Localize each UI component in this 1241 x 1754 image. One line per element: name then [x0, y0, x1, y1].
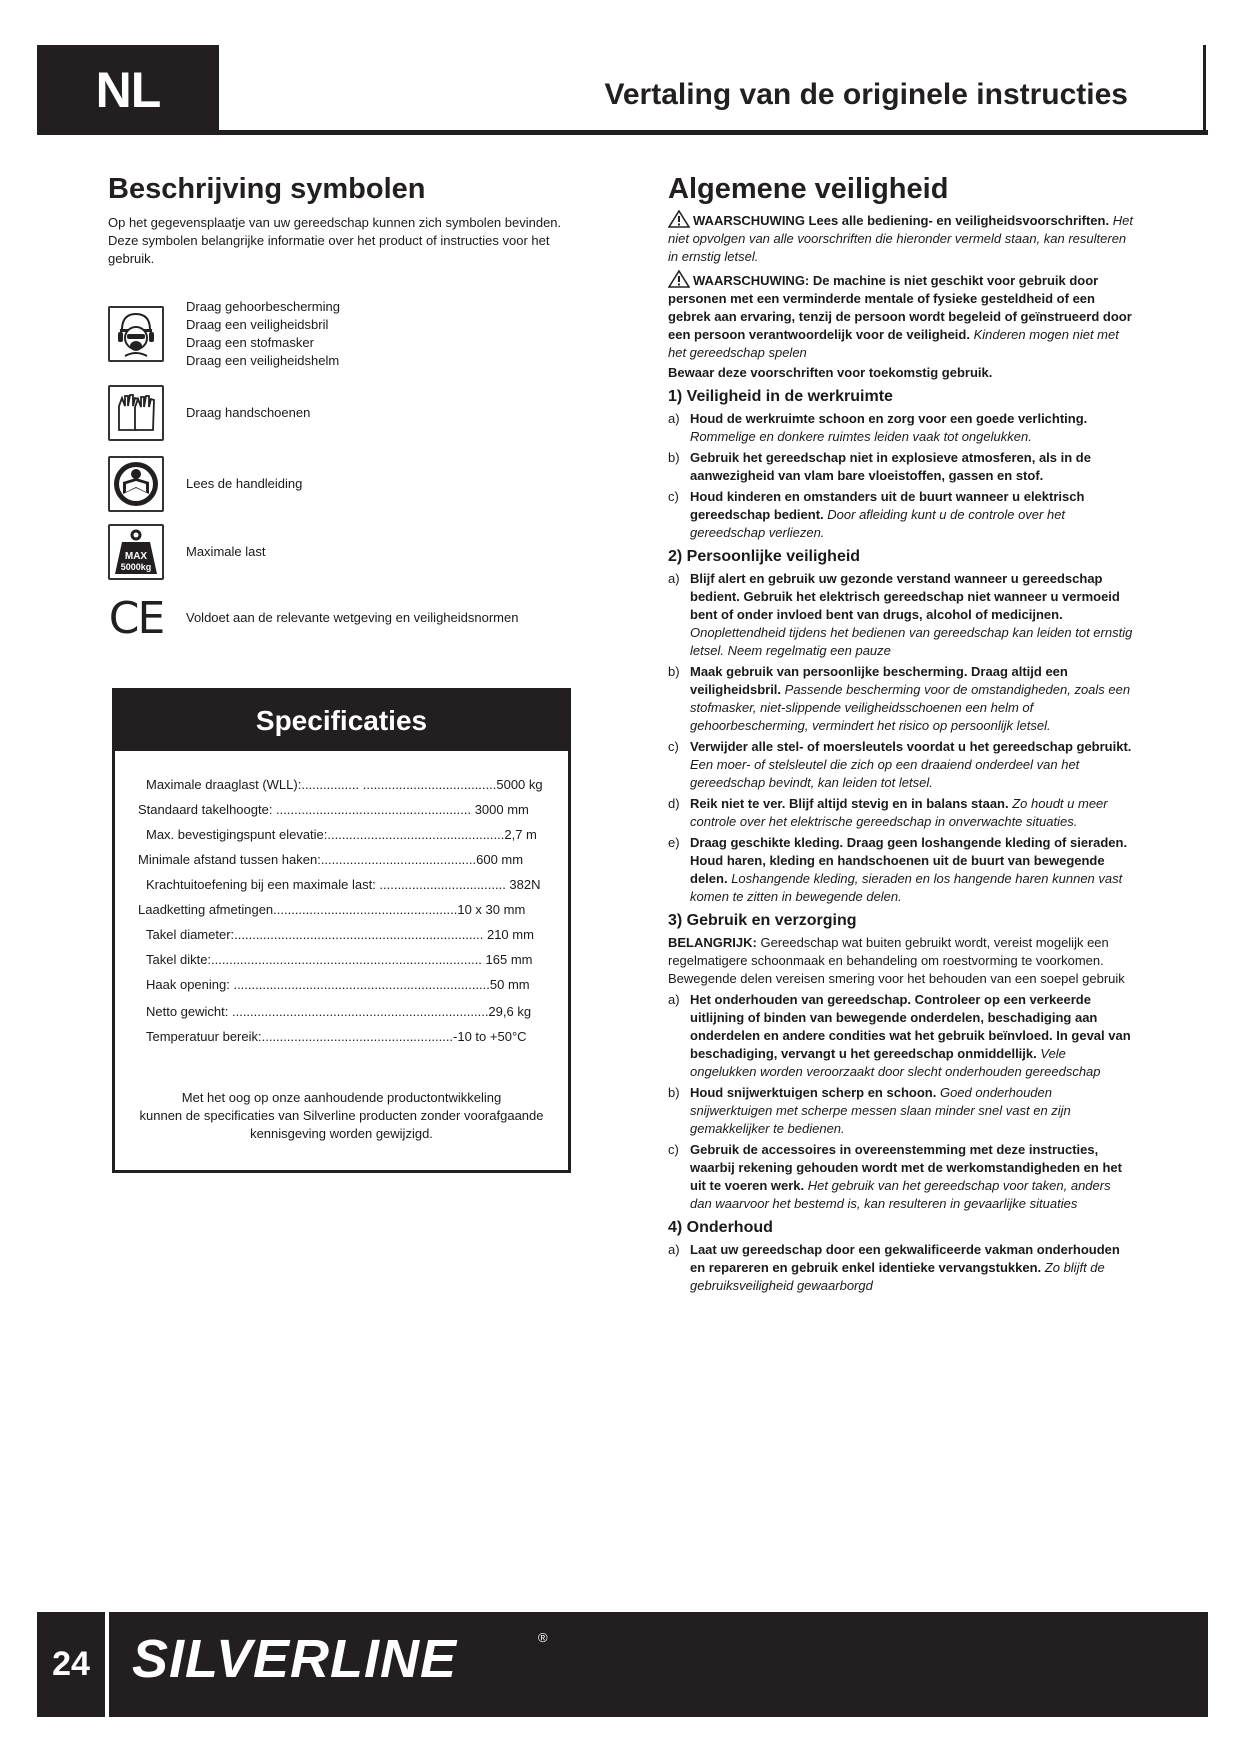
spec-row: Takel dikte:........................................................................... 165 mm — [146, 952, 533, 967]
warning-icon — [668, 270, 690, 288]
list-item: c) Gebruik de accessoires in overeenstemming met deze instructies, waarbij rekening gehouden wordt met de werkomstandigheden en het uit te voeren werk. Het gebruik van het gereedschap voor taken, anders dan waarvoor het bestemd is, kan resulteren in gevaarlijke situaties — [668, 1142, 1122, 1211]
symbol-desc-ppe: Draag gehoorbescherming Draag een veiligheidsbril Draag een stofmasker Draag een veiligheidshelm — [186, 299, 340, 368]
section-title: 3) Gebruik en verzorging — [668, 912, 857, 929]
section-title: 1) Veiligheid in de werkruimte — [668, 388, 893, 405]
symbol-desc-gloves: Draag handschoenen — [186, 405, 311, 420]
list-item: a) Laat uw gereedschap door een gekwalificeerde vakman onderhouden en repareren en gebruik enkel identieke vervangstukken. Zo blijft de gebruiksveiligheid gewaarborgd — [668, 1242, 1120, 1293]
safety-column — [668, 173, 1133, 1298]
warning-icon — [668, 210, 690, 228]
specifications-title: Specificaties — [115, 691, 568, 751]
spec-row: Maximale draaglast (WLL):................ .....................................5000 kg — [146, 777, 543, 792]
ce-mark-icon: CE — [108, 592, 164, 644]
max-load-icon — [108, 524, 164, 580]
list-item: b) Maak gebruik van persoonlijke bescherming. Draag altijd een veiligheidsbril. Passende bescherming voor de omstandigheden, zoals een stofmasker, niet-slippende veiligheidsschoenen een helm of gehoorbescherming, vermindert het risico op persoonlijk letsel. — [668, 664, 1131, 733]
header-divider — [37, 130, 1208, 135]
spec-row: Krachtuitoefening bij een maximale last: ................................... 382N — [146, 877, 541, 892]
language-tab: NL — [37, 45, 219, 135]
symbol-row-ppe — [108, 298, 340, 370]
symbol-desc-max-load: Maximale last — [186, 544, 266, 559]
gloves-icon — [108, 385, 164, 441]
registered-mark: ® — [538, 1630, 548, 1645]
spec-row: Minimale afstand tussen haken:...........................................600 mm — [138, 852, 524, 867]
spec-row: Temperatuur bereik:.....................................................-10 to +50°C — [146, 1029, 527, 1044]
symbol-desc-manual: Lees de handleiding — [186, 476, 303, 491]
page-header-title: Vertaling van de originele instructies — [604, 78, 1128, 111]
symbol-row-gloves — [108, 385, 310, 441]
spec-row: Standaard takelhoogte: ...................................................... 3000 mm — [138, 802, 529, 817]
spec-row: Laadketting afmetingen...................................................10 x 30 mm — [138, 902, 526, 917]
spec-row: Haak opening: .......................................................................50 mm — [146, 977, 530, 992]
section-title: 2) Persoonlijke veiligheid — [668, 548, 861, 565]
safety-title: Algemene veiligheid — [668, 173, 949, 205]
max-badge-label: MAX — [124, 551, 148, 562]
ppe-icon — [108, 306, 164, 362]
spec-row: Netto gewicht: .......................................................................29,6 kg — [146, 1004, 532, 1019]
spec-row: Max. bevestigingspunt elevatie:.................................................2,7 m — [146, 827, 537, 842]
read-manual-icon — [108, 456, 164, 512]
section-title: 4) Onderhoud — [668, 1219, 773, 1236]
list-item: d) Reik niet te ver. Blijf altijd stevig en in balans staan. Zo houdt u meer controle over het elektrische gereedschap in onverwachte situaties. — [668, 796, 1108, 829]
list-item: e) Draag geschikte kleding. Draag geen loshangende kleding of sieraden. Houd haren, kleding en handschoenen uit de buurt van bewegende delen. Loshangende kleding, sieraden en los hangende haren kunnen vast komen te zitten in bewegende delen. — [668, 835, 1128, 904]
list-item: c) Houd kinderen en omstanders uit de buurt wanneer u elektrisch gereedschap bedient. Door afleiding kunt u de controle over het gereedschap verliezen. — [668, 489, 1085, 540]
symbols-intro: Op het gegevensplaatje van uw gereedschap kunnen zich symbolen bevinden. Deze symbolen belangrijke informatie over het product of instructies voor het gebruik. — [108, 215, 562, 266]
header-edge-line — [1203, 45, 1206, 135]
symbol-row-manual — [108, 456, 302, 512]
warning-1: WAARSCHUWING Lees alle bediening- en veiligheidsvoorschriften. Het niet opvolgen van alle voorschriften die hieronder vermeld staan, kan resulteren in ernstig letsel. — [668, 210, 1133, 266]
brand-logo: SILVERLINE — [132, 1629, 458, 1689]
specifications-box — [112, 688, 571, 1173]
symbols-title: Beschrijving symbolen — [108, 173, 426, 205]
list-item: b) Gebruik het gereedschap niet in explosieve atmosferen, als in de aanwezigheid van vlam bare vloeistoffen, gassen en stof. — [668, 450, 1091, 483]
spec-row: Takel diameter:..................................................................... 210 mm — [146, 927, 534, 942]
symbol-desc-ce: Voldoet aan de relevante wetgeving en veiligheidsnormen — [186, 610, 519, 625]
list-item: b) Houd snijwerktuigen scherp en schoon. Goed onderhouden snijwerktuigen met scherpe messen slaan minder snel vast en zijn gemakkelijker te bedienen. — [668, 1085, 1071, 1136]
max-badge-value: 5000kg — [120, 562, 152, 572]
list-item: a) Blijf alert en gebruik uw gezonde verstand wanneer u gereedschap bedient. Gebruik het elektrisch gereedschap niet wanneer u vermoeid bent of onder invloed bent van drugs, alcohol of medicijnen. Onoplettendheid tijdens het bedienen van gereedschap kan leiden tot ernstig letsel. Neem regelmatig een pauze — [668, 571, 1133, 658]
symbol-row-ce — [108, 594, 518, 642]
symbol-row-max-load — [108, 524, 265, 580]
section-intro: BELANGRIJK: Gereedschap wat buiten gebruikt wordt, vereist mogelijk een regelmatigere schoonmaak en behandeling om roestvorming te voorkomen. Bewegende delen vereisen smering voor het behouden van een soepel gebruik — [668, 935, 1125, 986]
specifications-note: Met het oog op onze aanhoudende productontwikkeling kunnen de specificaties van Silverline producten zonder voorafgaande kennisgeving worden gewijzigd. — [139, 1090, 544, 1141]
warning-2: WAARSCHUWING: De machine is niet geschikt voor gebruik door personen met een verminderde mentale of fysieke gesteldheid of een gebrek aan ervaring, tenzij de persoon wordt begeleid of geïnstrueerd door een persoon verantwoordelijk voor de veiligheid. Kinderen mogen niet met het gereedschap spelen — [668, 270, 1133, 362]
list-item: a) Houd de werkruimte schoon en zorg voor een goede verlichting. Rommelige en donkere ruimtes leiden vaak tot ongelukken. — [668, 411, 1088, 444]
list-item: c) Verwijder alle stel- of moersleutels voordat u het gereedschap gebruikt. Een moer- of stelsleutel die zich op een draaiend onderdeel van het gereedschap bevindt, kan leiden tot letsel. — [668, 739, 1132, 790]
list-item: a) Het onderhouden van gereedschap. Controleer op een verkeerde uitlijning of binden van bewegende onderdelen, beschadiging aan onderdelen en andere condities wat het gebruik beïnvloed. In geval van beschadiging, vervangt u het gereedschap onmiddellijk. Vele ongelukken worden veroorzaakt door slecht onderhouden gereedschap — [668, 992, 1131, 1079]
page-number: 24 — [37, 1612, 109, 1717]
keep-instructions: Bewaar deze voorschriften voor toekomstig gebruik. — [668, 365, 993, 380]
